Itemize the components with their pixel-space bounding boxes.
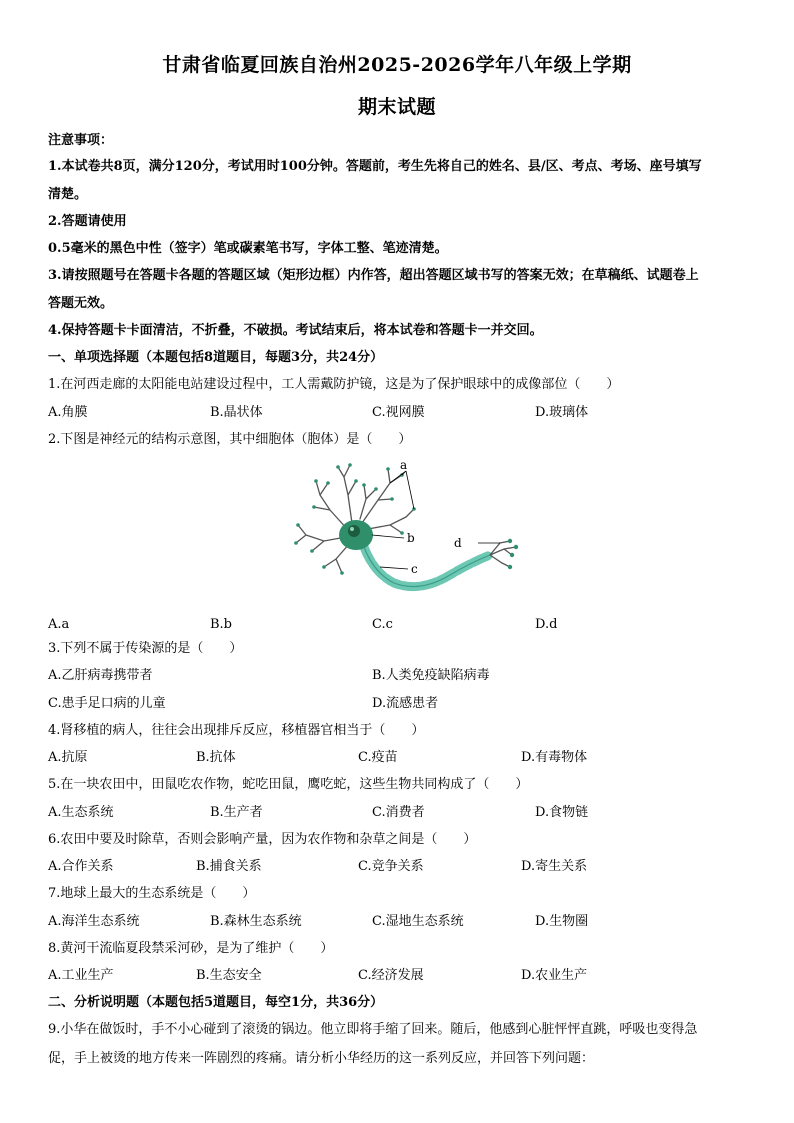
notice-item-3: 3.请按照题号在答题卡各题的答题区域（矩形边框）内作答，超出答题区域书写的答案无效；在草稿纸、试题卷上 — [48, 268, 699, 283]
q4-option-b: B.抗体 — [196, 750, 236, 765]
question-2-stem: 2.下图是神经元的结构示意图，其中细胞体（胞体）是（ ） — [48, 432, 412, 447]
q6-option-a: A.合作关系 — [48, 859, 114, 874]
q3-option-c: C.患手足口病的儿童 — [48, 696, 166, 711]
section-1-heading: 一、单项选择题（本题包括8道题目，每题3分，共24分） — [48, 350, 384, 365]
nucleus — [348, 525, 360, 537]
notice-heading: 注意事项： — [48, 133, 114, 148]
q6-option-c: C.竞争关系 — [358, 859, 424, 874]
question-5-stem: 5.在一块农田中，田鼠吃农作物，蛇吃田鼠，鹰吃蛇，这些生物共同构成了（ ） — [48, 777, 529, 792]
q7-option-c: C.湿地生态系统 — [372, 914, 464, 929]
q7-option-a: A.海洋生态系统 — [48, 914, 140, 929]
q2-option-b: B.b — [210, 617, 233, 632]
label-d: d — [454, 536, 462, 550]
exam-title: 甘肃省临夏回族自治州2025-2026学年八年级上学期 — [162, 54, 632, 76]
notice-item-1: 1.本试卷共8页，满分120分，考试用时100分钟。答题前，考生先将自己的姓名、县/区、考点、考场、座号填写 — [48, 159, 702, 174]
q8-option-d: D.农业生产 — [521, 968, 588, 983]
notice-item-3-cont: 答题无效。 — [48, 296, 114, 311]
question-6-stem: 6.农田中要及时除草，否则会影响产量，因为农作物和杂草之间是（ ） — [48, 832, 477, 847]
q8-option-b: B.生态安全 — [196, 968, 262, 983]
axon — [364, 547, 490, 587]
q5-option-d: D.食物链 — [535, 805, 589, 820]
q1-option-a: A.角膜 — [48, 405, 88, 420]
question-1-stem: 1.在河西走廊的太阳能电站建设过程中，工人需戴防护镜，这是为了保护眼球中的成像部位（ ） — [48, 377, 620, 392]
notice-item-2-cont: 0.5毫米的黑色中性（签字）笔或碳素笔书写，字体工整、笔迹清楚。 — [48, 241, 448, 256]
question-4-stem: 4.肾移植的病人，往往会出现排斥反应，移植器官相当于（ ） — [48, 723, 425, 738]
q8-option-c: C.经济发展 — [358, 968, 424, 983]
q5-option-b: B.生产者 — [210, 805, 263, 820]
notice-item-1-cont: 清楚。 — [48, 187, 88, 202]
q3-option-a: A.乙肝病毒携带者 — [48, 668, 153, 683]
question-9-line-2: 促，手上被烫的地方传来一阵剧烈的疼痛。请分析小华经历的这一系列反应，并回答下列问题： — [48, 1051, 595, 1066]
notice-item-2: 2.答题请使用 — [48, 214, 127, 229]
dendrite-tips — [294, 463, 416, 575]
q8-option-a: A.工业生产 — [48, 968, 114, 983]
notice-item-4: 4.保持答题卡卡面清洁，不折叠，不破损。考试结束后，将本试卷和答题卡一并交回。 — [48, 323, 543, 338]
q1-option-b: B.晶状体 — [210, 405, 263, 420]
q6-option-b: B.捕食关系 — [196, 859, 262, 874]
q7-option-d: D.生物圈 — [535, 914, 589, 929]
label-c: c — [411, 562, 418, 576]
q3-option-d: D.流感患者 — [372, 696, 439, 711]
q4-option-c: C.疫苗 — [358, 750, 398, 765]
q5-option-c: C.消费者 — [372, 805, 425, 820]
section-2-heading: 二、分析说明题（本题包括5道题目，每空1分，共36分） — [48, 995, 384, 1010]
question-3-stem: 3.下列不属于传染源的是（ ） — [48, 641, 243, 656]
q4-option-a: A.抗原 — [48, 750, 88, 765]
q2-option-d: D.d — [535, 617, 558, 632]
q3-option-b: B.人类免疫缺陷病毒 — [372, 668, 490, 683]
exam-subtitle: 期末试题 — [357, 96, 436, 118]
q2-option-c: C.c — [372, 617, 393, 632]
q5-option-a: A.生态系统 — [48, 805, 114, 820]
question-7-stem: 7.地球上最大的生态系统是（ ） — [48, 886, 256, 901]
q6-option-d: D.寄生关系 — [521, 859, 588, 874]
q1-option-d: D.玻璃体 — [535, 405, 589, 420]
q7-option-b: B.森林生态系统 — [210, 914, 302, 929]
q2-option-a: A.a — [48, 617, 70, 632]
q4-option-d: D.有毒物体 — [521, 750, 588, 765]
neuron-diagram — [290, 455, 530, 605]
question-8-stem: 8.黄河干流临夏段禁采河砂，是为了维护（ ） — [48, 941, 334, 956]
label-a: a — [400, 458, 408, 472]
question-9-line-1: 9.小华在做饭时，手不小心碰到了滚烫的锅边。他立即将手缩了回来。随后，他感到心脏怦怦直跳，呼吸也变得急 — [48, 1022, 698, 1037]
q1-option-c: C.视网膜 — [372, 405, 425, 420]
label-b: b — [407, 531, 415, 545]
